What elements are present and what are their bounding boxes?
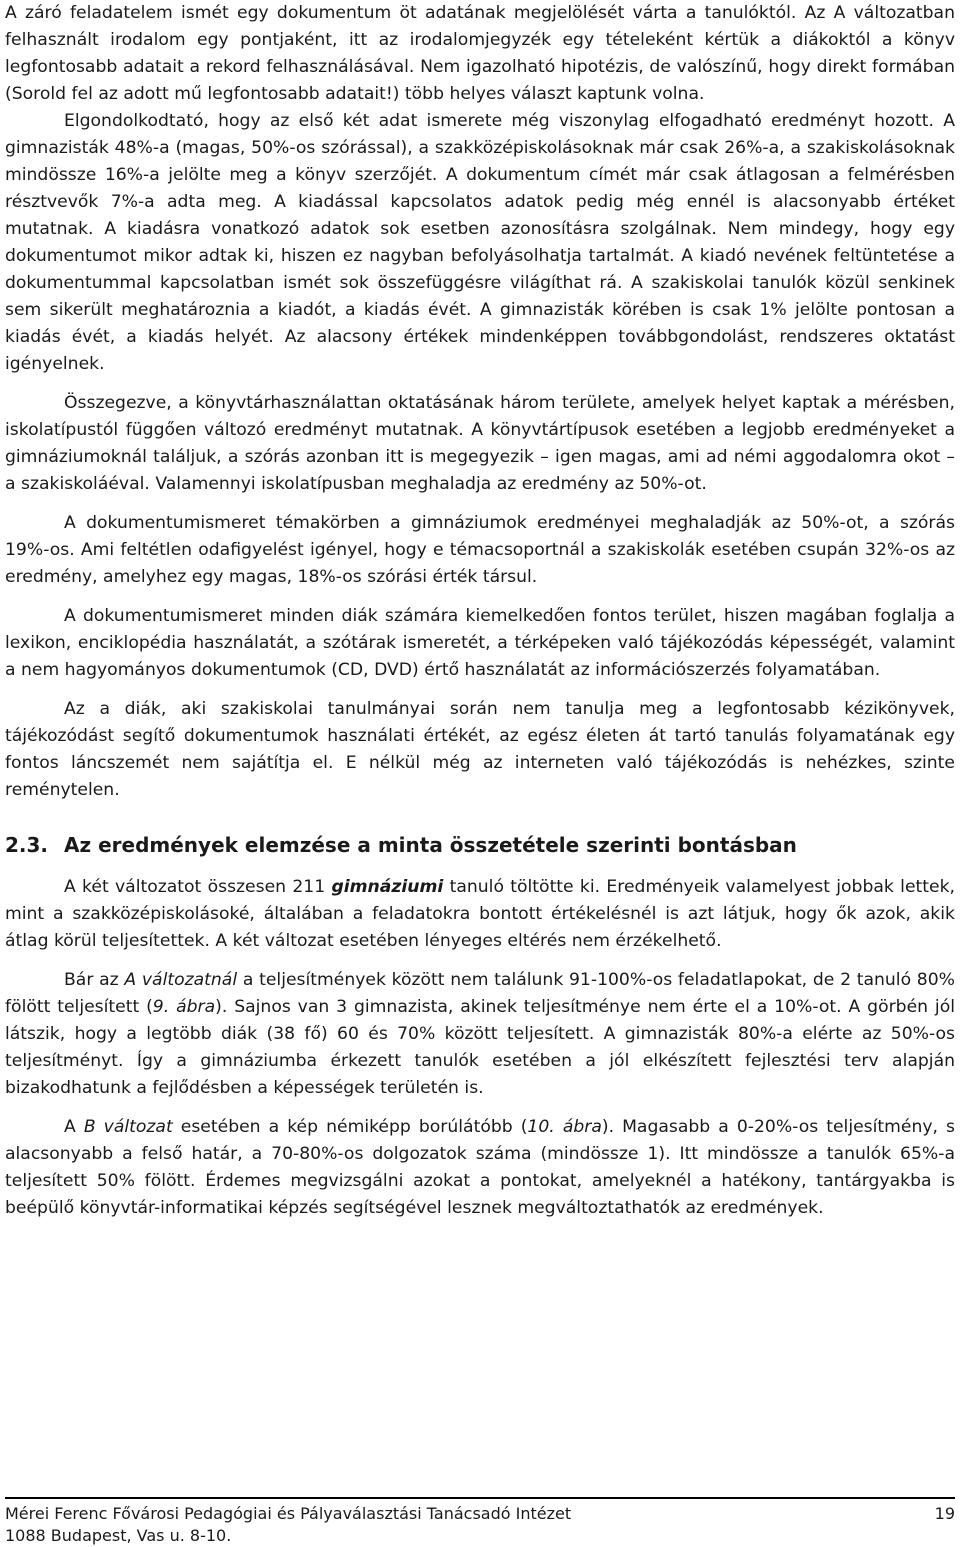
paragraph-vocational-student: Az a diák, aki szakiskolai tanulmányai során nem tanulja meg a legfontosabb kézikönyvek, tájékozódást segítő dokumentumok használati értékét, az egész életen át tartó tanulás folyamatának egy fontos láncszemét nem sajátítja el. E nélkül még az interneten való tájékozódás is nehézkes, szinte reménytelen.: [5, 699, 955, 800]
paragraph-summary: Összegezve, a könyvtárhasználattan oktatásának három területe, amelyek helyet kaptak a mérésben, iskolatípustól függően változó eredményt mutatnak. A könyvtártípusok esetében a legjobb eredményeket a gimnáziumoknál találjuk, a szórás azonban itt is megegyezik – igen magas, ami ad némi aggodalomra okot – a szakiskoláéval. Valamennyi iskolatípusban meghaladja az eredmény az 50%-ot.: [5, 393, 955, 494]
page-footer: [5, 1497, 955, 1547]
footer-institute: Mérei Ferenc Fővárosi Pedagógiai és Pályaválasztási Tanácsadó Intézet: [5, 1504, 572, 1523]
paragraph-variant-a: Bár az A változatnál a teljesítmények között nem találunk 91-100%-os feladatlapokat, de 2 tanuló 80% fölött teljesített (9. ábra). Sajnos van 3 gimnazista, akinek teljesítménye nem érte el a 10%-ot. A görbén jól látszik, hogy a legtöbb diák (38 fő) 60 és 70% között teljesített. A gimnazisták 80%-a elérte az 50%-os teljesítményt. Így a gimnáziumba érkezett tanulók esetében a jól elkészített fejlesztési terv alapján bizakodhatunk a fejlődésben a képességek területén is.: [5, 970, 956, 1098]
paragraph-closing-task: A záró feladatelem ismét egy dokumentum öt adatának megjelölését várta a tanulóktól. Az A változatban felhasznált irodalom egy pontjaként, itt az irodalomjegyzék egy tételeként kértük a diákoktól a könyv legfontosabb adatait a rekord felhasználásával. Nem igazolható hipotézis, de valószínű, hogy direkt formában (Sorold fel az adott mű legfontosabb adatait!) több helyes választ kaptunk volna.: [5, 3, 955, 104]
paragraph-first-two-data: Elgondolkodtató, hogy az első két adat ismerete még viszonylag elfogadható eredményt hozott. A gimnazisták 48%-a (magas, 50%-os szórással), a szakközépiskolásoknak már csak 26%-a, a szakiskolásoknak mindössze 16%-a jelölte meg a könyv szerzőjét. A dokumentum címét már csak átlagosan a felmérésben résztvevők 7%-a adta meg. A kiadással kapcsolatos adatok pedig még ennél is alacsonyabb értéket mutatnak. A kiadásra vonatkozó adatok sok esetben azonosításra szolgálnak. Nem mindegy, hogy egy dokumentumot mikor adtak ki, hiszen ez nagyban befolyásolhatja tartalmát. A kiadó nevének feltüntetése a dokumentummal kapcsolatban ismét sok összefüggésre világíthat rá. A szakiskolai tanulók közül senkinek sem sikerült meghatároznia a kiadót, a kiadás évét. A gimnazisták körében is csak 1% jelölte pontosan a kiadás évét, a kiadás helyét. Az alacsony értékek mindenképpen továbbgondolást, rendszeres oktatást igényelnek.: [5, 111, 955, 374]
paragraph-document-knowledge: A dokumentumismeret témakörben a gimnáziumok eredményei meghaladják az 50%-ot, a szórás 19%-os. Ami feltétlen odafigyelést igényel, hogy e témacsoportnál a szakiskolák esetében csupán 32%-os az eredmény, amelyhez egy magas, 18%-os szórási érték társul.: [5, 513, 955, 587]
page-number: 19: [934, 1504, 955, 1523]
page-content: [5, 0, 955, 1222]
footer-address: 1088 Budapest, Vas u. 8-10.: [5, 1526, 232, 1545]
section-number: 2.3.: [5, 833, 49, 857]
section-title: Az eredmények elemzése a minta összetétele szerinti bontásban: [64, 833, 797, 857]
section-heading: [5, 830, 955, 860]
paragraph-variant-b: A B változat esetében a kép némiképp borúlátóbb (10. ábra). Magasabb a 0-20%-os teljesítmény, s alacsonyabb a felső határ, a 70-80%-os dolgozatok száma (mindössze 1). Itt mindössze a tanulók 65%-a teljesített 50% fölött. Érdemes megvizsgálni azokat a pontokat, amelyeknél a hatékony, tantárgyakba is beépülő könyvtár-informatikai képzés segítségével lesznek megváltoztathatók az eredmények.: [5, 1117, 956, 1218]
paragraph-document-importance: A dokumentumismeret minden diák számára kiemelkedően fontos terület, hiszen magában foglalja a lexikon, enciklopédia használatát, a szótárak ismeretét, a térképeken való tájékozódás képességét, valamint a nem hagyományos dokumentumok (CD, DVD) értő használatát az információszerzés folyamatában.: [5, 606, 955, 680]
paragraph-gymnasium-results: A két változatot összesen 211 gimnáziumi tanuló töltötte ki. Eredményeik valamelyest jobbak lettek, mint a szakközépiskolásoké, általában a feladatokra bontott értékelésnél is azt látjuk, hogy ők azok, akik átlag körül teljesítettek. A két változat esetében lényeges eltérés nem érzékelhető.: [5, 877, 955, 951]
